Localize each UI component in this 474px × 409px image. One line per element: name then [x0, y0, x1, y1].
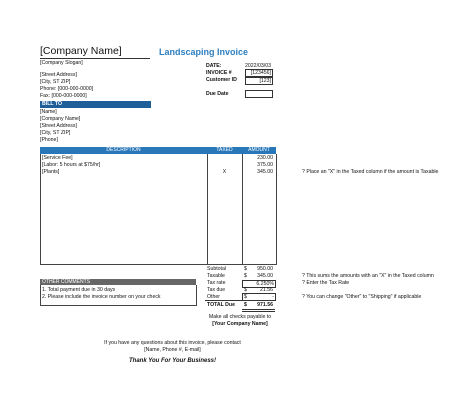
tax-rate-label: Tax rate [207, 280, 226, 286]
payable-line: Make all checks payable to [208, 314, 272, 320]
tax-due-currency: $ [244, 287, 247, 293]
city-state-zip: [City, ST ZIP] [40, 79, 71, 85]
company-name: [Company Name] [40, 45, 122, 57]
tax-rate-note: ? Enter the Tax Rate [302, 280, 350, 286]
item-description[interactable]: [Plants] [42, 169, 60, 175]
bill-to-company: [Company Name] [40, 116, 81, 122]
invoice-number-field[interactable] [245, 69, 273, 77]
company-underline [40, 58, 150, 59]
company-slogan: [Company Slogan] [40, 60, 83, 66]
bill-to-phone: [Phone] [40, 137, 58, 143]
amount-header: AMOUNT [242, 147, 276, 154]
contact-question: If you have any questions about this invoice, please contact [104, 340, 241, 346]
invoice-number-label: INVOICE # [206, 70, 232, 76]
invoice-title: Landscaping Invoice [159, 47, 249, 57]
other-note: ? You can change "Other" to "Shipping" if applicable [302, 294, 422, 300]
fax-line: Fax: [000-000-0000] [40, 93, 87, 99]
total-due-currency: $ [244, 302, 247, 308]
other-value: - [272, 294, 274, 300]
item-amount[interactable]: 345.00 [257, 169, 273, 175]
subtotal-label: Subtotal [207, 266, 227, 272]
total-divider [205, 300, 275, 301]
bill-to-bar: BILL TO [40, 101, 151, 108]
description-header: DESCRIPTION [40, 147, 207, 154]
other-label: Other [207, 294, 220, 300]
total-due-value: 971.56 [257, 302, 273, 308]
subtotal-currency: $ [244, 266, 247, 272]
tax-due-value: 21.56 [260, 287, 273, 293]
phone-line: Phone: [000-000-0000] [40, 86, 94, 92]
thank-you-message: Thank You For Your Business! [128, 358, 216, 364]
bill-to-city: [City, ST ZIP] [40, 130, 71, 136]
other-comments-bar: OTHER COMMENTS [40, 279, 196, 285]
total-underline-2 [242, 311, 275, 312]
bill-to-name: [Name] [40, 109, 57, 115]
total-underline-1 [242, 309, 275, 310]
invoice-number-value: [123456] [250, 70, 271, 76]
comment-line: 2. Please include the invoice number on your check [42, 294, 161, 300]
other-currency: $ [244, 294, 247, 300]
item-amount[interactable]: 375.00 [257, 162, 273, 168]
tax-due-label: Tax due [207, 287, 226, 293]
item-taxed[interactable]: X [222, 169, 227, 175]
customer-id-label: Customer ID [206, 77, 237, 83]
taxed-note: ? Place an "X" in the Taxed column if the amount is Taxable [302, 169, 439, 175]
item-description[interactable]: [Labor: 5 hours at $75/hr] [42, 162, 101, 168]
date-label: DATE: [206, 63, 222, 69]
street-address: [Street Address] [40, 72, 77, 78]
taxable-currency: $ [244, 273, 247, 279]
total-due-label: TOTAL Due [207, 302, 235, 308]
taxable-label: Taxable [207, 273, 225, 279]
tax-rate-value: 6.250% [256, 281, 274, 287]
taxable-note: ? This sums the amounts with an "X" in the Taxed column [302, 273, 434, 279]
item-amount[interactable]: 230.00 [257, 155, 273, 161]
contact-info: [Name, Phone #, E-mail] [144, 347, 201, 353]
subtotal-value: 950.00 [257, 266, 273, 272]
item-description[interactable]: [Service Fee] [42, 155, 73, 161]
customer-id-value: [123] [259, 78, 271, 84]
due-date-field[interactable] [245, 90, 273, 98]
taxable-value: 345.00 [257, 273, 273, 279]
taxed-header: TAXED [207, 147, 242, 154]
date-value: 2022/03/03 [245, 63, 271, 69]
customer-id-field[interactable] [245, 77, 273, 85]
bill-to-street: [Street Address] [40, 123, 77, 129]
comment-line: 1. Total payment due in 30 days [42, 287, 116, 293]
due-date-label: Due Date [206, 91, 229, 97]
payable-company: [Your Company Name] [212, 321, 268, 327]
